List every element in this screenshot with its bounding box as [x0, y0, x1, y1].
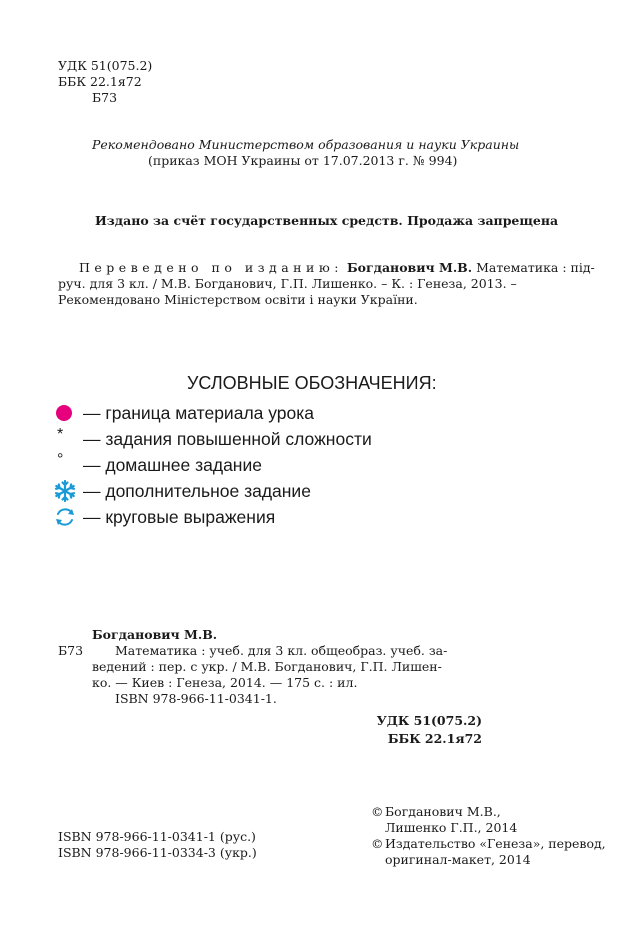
copyright-line-2: Лишенко Г.П., 2014	[385, 820, 518, 835]
translation-lead: Переведено по изданию:	[79, 260, 343, 275]
funding-note: Издано за счёт государственных средств. Продажа запрещена	[95, 213, 559, 228]
recommendation-line-2: (приказ МОН Украины от 17.07.2013 г. № 994)	[148, 153, 458, 168]
copyright-symbol: ©	[371, 804, 384, 819]
catalog-line-3: ко. — Киев : Генеза, 2014. — 175 с. : ил.	[92, 675, 358, 690]
catalog-udk: УДК 51(075.2)	[376, 713, 482, 728]
copyright-line-4: оригинал-макет, 2014	[385, 852, 531, 867]
legend-item-homework	[55, 453, 262, 477]
legend-text: — домашнее задание	[83, 454, 262, 475]
legend-item-additional	[55, 479, 311, 503]
author-mark: Б73	[92, 90, 118, 105]
catalog-author: Богданович М.В.	[92, 627, 218, 642]
magenta-dot-icon	[55, 401, 83, 425]
copyright-line-3: Издательство «Генеза», перевод,	[385, 836, 606, 851]
catalog-mark: Б73	[58, 643, 84, 658]
catalog-line-2: ведений : пер. с укр. / М.В. Богданович, Г.П. Лишен-	[92, 659, 442, 674]
translation-line-1	[79, 260, 595, 276]
copyright-line-1: Богданович М.В.,	[385, 804, 501, 819]
catalog-isbn: ISBN 978-966-11-0341-1.	[115, 691, 277, 706]
legend-item-hard-tasks	[55, 427, 372, 451]
copyright-symbol-2: ©	[371, 836, 384, 851]
legend-text: — граница материала урока	[83, 402, 315, 423]
catalog-line-1: Математика : учеб. для 3 кл. общеобраз. учеб. за-	[115, 643, 448, 658]
translation-title: Математика : під-	[476, 260, 595, 275]
legend-text: — дополнительное задание	[83, 480, 311, 501]
translation-author: Богданович М.В.	[346, 260, 473, 275]
translation-line-3: Рекомендовано Міністерством освіти і науки України.	[58, 292, 418, 307]
isbn-rus: ISBN 978-966-11-0341-1 (рус.)	[58, 829, 256, 844]
catalog-bbk: ББК 22.1я72	[387, 731, 482, 746]
udk-code: УДК 51(075.2)	[58, 58, 153, 73]
snowflake-icon	[55, 479, 83, 503]
legend-text: — круговые выражения	[83, 506, 276, 527]
legend-item-circular	[55, 505, 275, 529]
recommendation-line-1: Рекомендовано Министерством образования и науки Украины	[92, 137, 520, 152]
legend-title: УСЛОВНЫЕ ОБОЗНАЧЕНИЯ:	[187, 373, 437, 393]
asterisk-icon: *	[57, 426, 64, 443]
degree-icon: °	[57, 451, 64, 468]
circular-arrows-icon	[55, 505, 83, 529]
bbk-code: ББК 22.1я72	[58, 74, 142, 89]
legend-item-lesson-border	[55, 401, 314, 425]
legend-text: — задания повышенной сложности	[83, 428, 372, 449]
isbn-ukr: ISBN 978-966-11-0334-3 (укр.)	[58, 845, 257, 860]
translation-line-2: руч. для 3 кл. / М.В. Богданович, Г.П. Лишенко. – К. : Генеза, 2013. –	[58, 276, 517, 291]
